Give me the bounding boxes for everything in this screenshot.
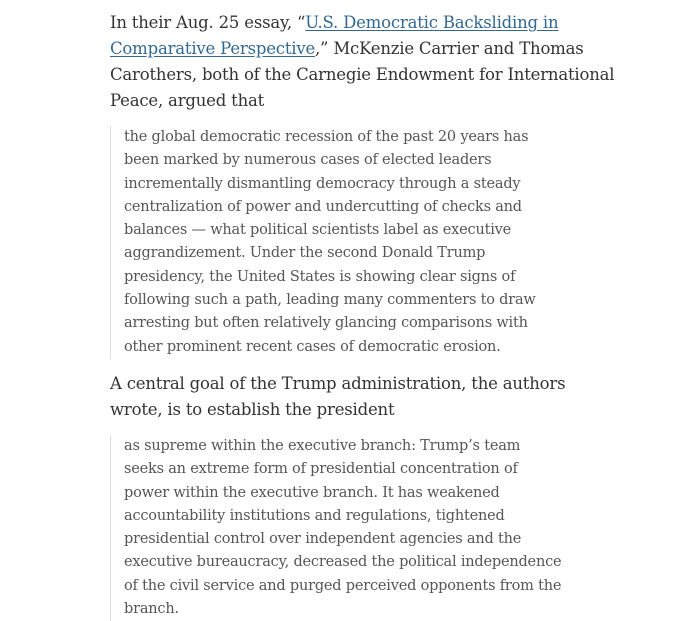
article-body <box>110 10 615 621</box>
central-goal-paragraph: A central goal of the Trump administration, the authors wrote, is to establish the president <box>110 373 566 419</box>
essay-link[interactable]: U.S. Democratic Backsliding in Comparative Perspective <box>110 13 559 58</box>
intro-paragraph <box>110 10 615 114</box>
blockquote-executive-aggrandizement: the global democratic recession of the past 20 years has been marked by numerous cases of elected leaders incrementally dismantling democracy through a steady centralization of power and undercutting of checks and balances — what political scientists label as executive aggrandizement. Under the second Donald Trump presidency, the United States is showing clear signs of following such a path, leading many commenters to draw arresting but often relatively glancing comparisons with other prominent recent cases of democratic erosion. <box>110 126 564 359</box>
blockquote-executive-supremacy: as supreme within the executive branch: Trump’s team seeks an extreme form of presidential concentration of power within the executive branch. It has weakened accountability institutions and regulations, tightened presidential control over independent agencies and the executive bureaucracy, decreased the political independence of the civil service and purged perceived opponents from the branch. <box>110 435 564 621</box>
intro-lead-in: In their Aug. 25 essay, “ <box>110 13 306 32</box>
intro-continuation: ,” McKenzie Carrier and Thomas Carothers, both of the Carnegie Endowment for International Peace, argued that <box>110 39 615 110</box>
